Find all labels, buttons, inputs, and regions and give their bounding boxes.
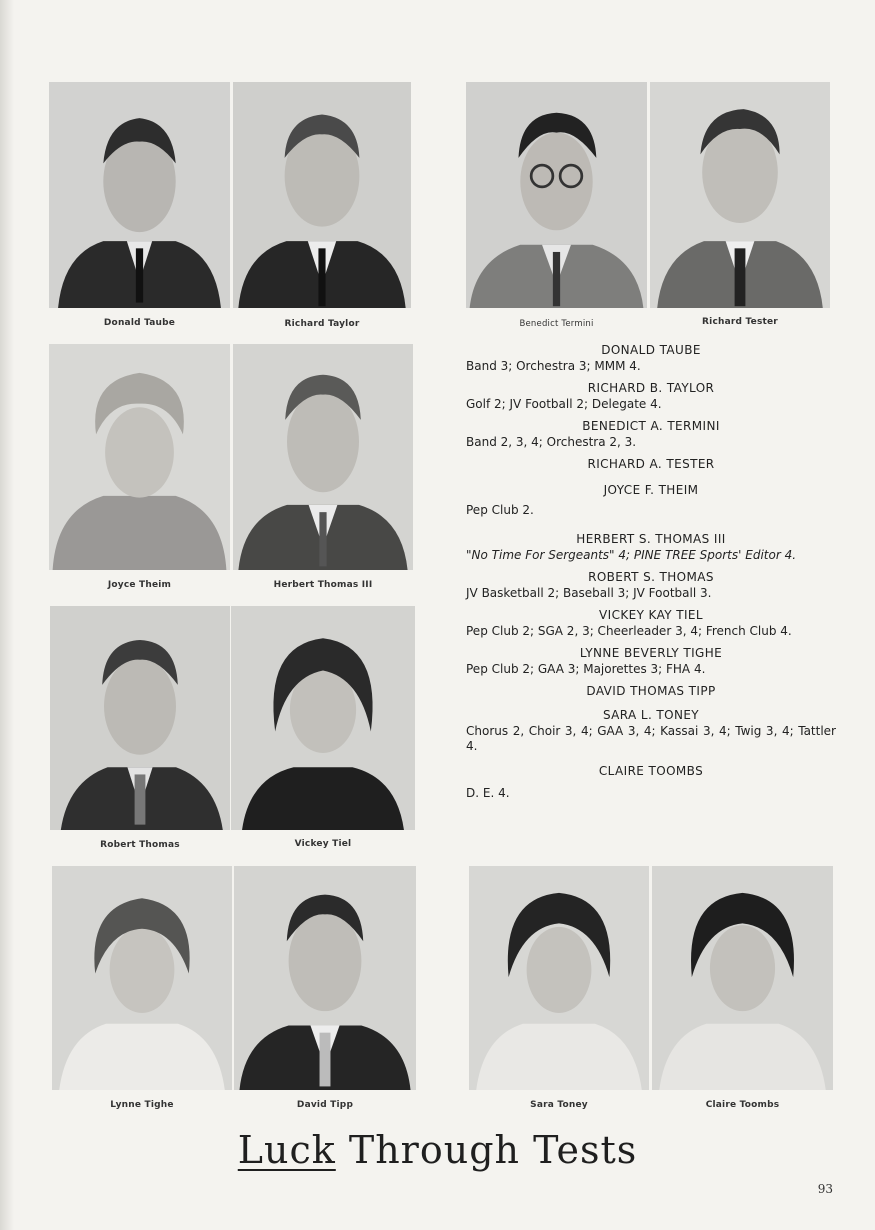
bio-activities: Band 3; Orchestra 3; MMM 4. <box>466 359 641 373</box>
portrait-photo-6 <box>50 606 230 830</box>
portrait-caption-2: Benedict Termini <box>519 319 594 329</box>
page-title-underlined: Luck <box>237 1128 336 1172</box>
bio-name: BENEDICT A. TERMINI <box>582 419 720 433</box>
page-number: 93 <box>817 1182 833 1196</box>
bio-name: RICHARD A. TESTER <box>587 457 715 471</box>
bio-activities: "No Time For Sergeants" 4; PINE TREE Sports' Editor 4. <box>466 548 797 562</box>
senior-bios <box>466 343 836 808</box>
portrait-photo-7 <box>231 606 415 830</box>
bio-activities: Pep Club 2. <box>466 503 534 517</box>
bio-entry <box>466 419 836 450</box>
bio-activities: JV Basketball 2; Baseball 3; JV Football 3. <box>466 586 712 600</box>
bio-entry <box>466 343 836 374</box>
bio-activities: Golf 2; JV Football 2; Delegate 4. <box>466 397 662 411</box>
portrait-caption-5: Herbert Thomas III <box>273 580 373 590</box>
bio-entry <box>466 684 836 698</box>
bio-entry <box>466 532 836 563</box>
portrait-caption-11: Claire Toombs <box>705 1100 780 1110</box>
portrait-caption-10: Sara Toney <box>530 1100 588 1110</box>
portrait-photo-9 <box>234 866 416 1090</box>
bio-entry <box>466 646 836 677</box>
bio-activities: Chorus 2, Choir 3, 4; GAA 3, 4; Kassai 3, 4; Twig 3, 4; Tattler 4. <box>466 724 836 753</box>
page-title <box>0 1128 875 1172</box>
portrait-caption-4: Joyce Theim <box>107 580 172 590</box>
bio-entry <box>466 483 836 518</box>
bio-name: SARA L. TONEY <box>602 708 700 722</box>
portrait-photo-0 <box>49 82 230 308</box>
page-title-rest: Through Tests <box>335 1128 638 1172</box>
portrait-caption-3: Richard Tester <box>702 317 778 327</box>
page-binding-shadow <box>0 0 14 1230</box>
bio-entry <box>466 708 836 754</box>
bio-name: RICHARD B. TAYLOR <box>587 381 715 395</box>
bio-name: HERBERT S. THOMAS III <box>576 532 726 546</box>
portrait-photo-1 <box>233 82 411 308</box>
bio-name: VICKEY KAY TIEL <box>599 608 703 622</box>
bio-name: ROBERT S. THOMAS <box>588 570 714 584</box>
portrait-photo-8 <box>52 866 232 1090</box>
portrait-photo-11 <box>652 866 833 1090</box>
portrait-caption-6: Robert Thomas <box>100 840 180 850</box>
portrait-caption-1: Richard Taylor <box>284 319 360 329</box>
bio-activities: Pep Club 2; SGA 2, 3; Cheerleader 3, 4; French Club 4. <box>466 624 792 638</box>
bio-name: CLAIRE TOOMBS <box>598 764 704 778</box>
portrait-caption-8: Lynne Tighe <box>110 1100 174 1110</box>
portrait-caption-9: David Tipp <box>296 1100 354 1110</box>
bio-entry <box>466 457 836 471</box>
bio-entry <box>466 608 836 639</box>
portrait-photo-4 <box>49 344 230 570</box>
bio-name: DAVID THOMAS TIPP <box>586 684 716 698</box>
bio-activities: D. E. 4. <box>466 786 510 800</box>
portrait-photo-10 <box>469 866 649 1090</box>
bio-name: DONALD TAUBE <box>601 343 701 357</box>
bio-entry <box>466 764 836 801</box>
bio-activities: Pep Club 2; GAA 3; Majorettes 3; FHA 4. <box>466 662 706 676</box>
portrait-photo-3 <box>650 82 830 308</box>
bio-entry <box>466 570 836 601</box>
portrait-caption-7: Vickey Tiel <box>294 839 352 849</box>
portrait-caption-0: Donald Taube <box>103 318 176 328</box>
bio-entry <box>466 381 836 412</box>
portrait-photo-2 <box>466 82 647 308</box>
bio-name: JOYCE F. THEIM <box>603 483 699 497</box>
portrait-photo-5 <box>233 344 413 570</box>
bio-activities: Band 2, 3, 4; Orchestra 2, 3. <box>466 435 637 449</box>
bio-name: LYNNE BEVERLY TIGHE <box>579 646 723 660</box>
